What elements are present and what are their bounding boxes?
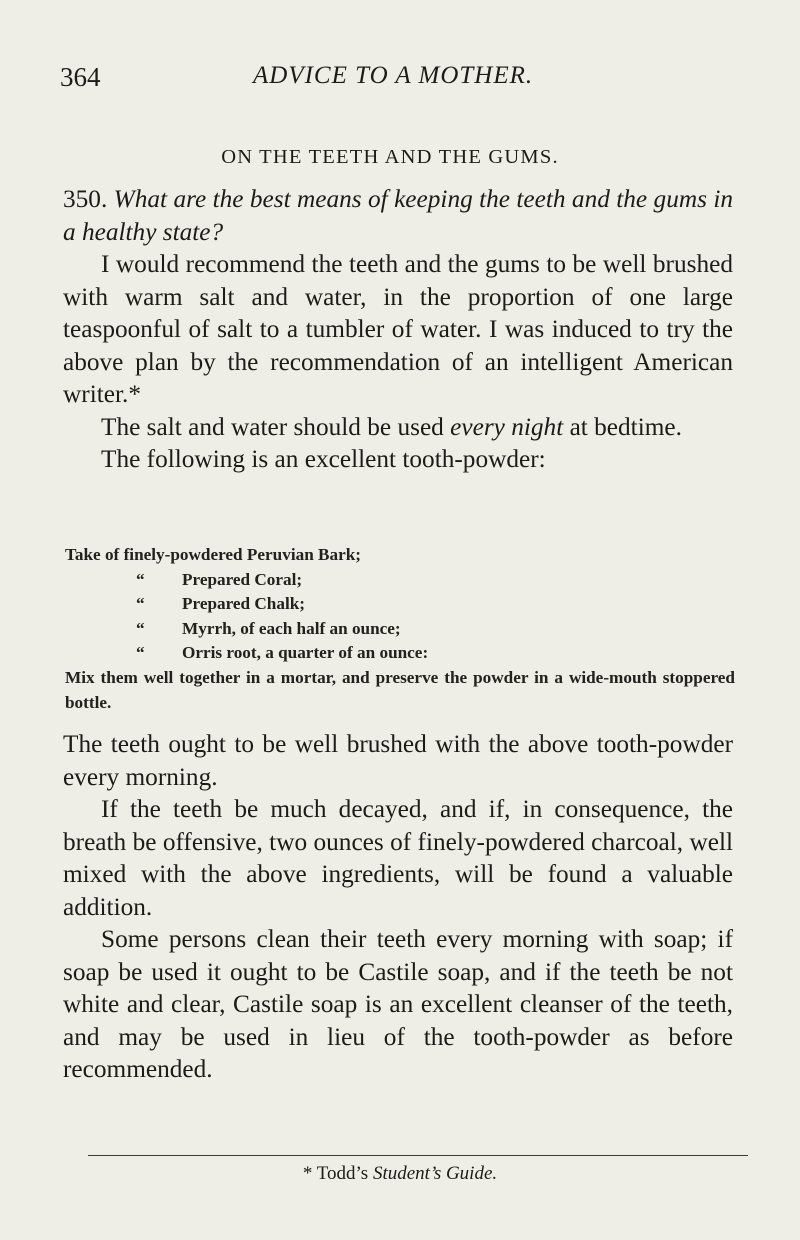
running-header [60, 58, 760, 98]
footnote-marker: * [302, 1163, 313, 1184]
question [63, 183, 733, 248]
ditto-mark: “ [136, 594, 145, 614]
recipe-ingredient: Myrrh, of each half an ounce; [182, 618, 401, 638]
recipe-ingredient: Prepared Coral; [182, 569, 303, 589]
recipe-line: Take of finely-powdered Peruvian Bark; [65, 545, 362, 564]
charcoal-paragraph: If the teeth be much decayed, and if, in consequence, the breath be offensive, two ounces of finely-powdered charcoal, well mixed with the above ingredients, will be found a valuable addition. [63, 795, 733, 921]
page-number: 364 [60, 62, 101, 92]
after-recipe-block [63, 728, 733, 1086]
ditto-mark: “ [136, 569, 145, 589]
footnote [0, 1163, 800, 1185]
question-block [63, 183, 733, 476]
salt-text-before: The salt and water should be used [101, 412, 444, 441]
running-title: ADVICE TO A MOTHER. [253, 62, 534, 89]
question-text: What are the best means of keeping the teeth and the gums in a healthy state? [63, 185, 734, 246]
recipe-instructions: Mix them well together in a mortar, and preserve the powder in a wide-mouth stoppered bottle. [65, 667, 735, 712]
recipe-ingredient: Prepared Chalk; [182, 594, 306, 614]
question-number: 350. [63, 185, 108, 213]
ditto-mark: “ [136, 618, 145, 638]
section-heading: ON THE TEETH AND THE GUMS. [221, 146, 559, 168]
footnote-rule [88, 1155, 748, 1156]
recipe-line [65, 568, 735, 593]
footnote-author: Todd’s [316, 1163, 369, 1184]
ditto-mark: “ [136, 643, 145, 663]
recipe-intro: The following is an excellent tooth-powder: [101, 445, 546, 473]
salt-emphasis: every night [450, 412, 564, 441]
recipe-line [65, 592, 735, 617]
recipe-line [65, 617, 735, 642]
answer-paragraph: I would recommend the teeth and the gums to be well brushed with warm salt and water, in the proportion of one large teaspoonful of salt to a tumbler of water. I was induced to try the above plan by the recommendation of an intelligent American writer.* [63, 250, 733, 408]
salt-text-after: at bedtime. [569, 412, 682, 441]
recipe-block [65, 543, 735, 715]
recipe-ingredient: Orris root, a quarter of an ounce: [182, 643, 429, 663]
salt-paragraph [63, 411, 733, 444]
footnote-title: Student’s Guide. [372, 1163, 498, 1184]
recipe-line [65, 641, 735, 666]
brushing-paragraph: The teeth ought to be well brushed with the above tooth-powder every morning. [63, 730, 733, 791]
soap-paragraph: Some persons clean their teeth every morning with soap; if soap be used it ought to be Castile soap, and if the teeth be not white and clear, Castile soap is an excellent cleanser of the teeth, and may be used in lieu of the tooth-powder as before recommended. [63, 925, 733, 1083]
